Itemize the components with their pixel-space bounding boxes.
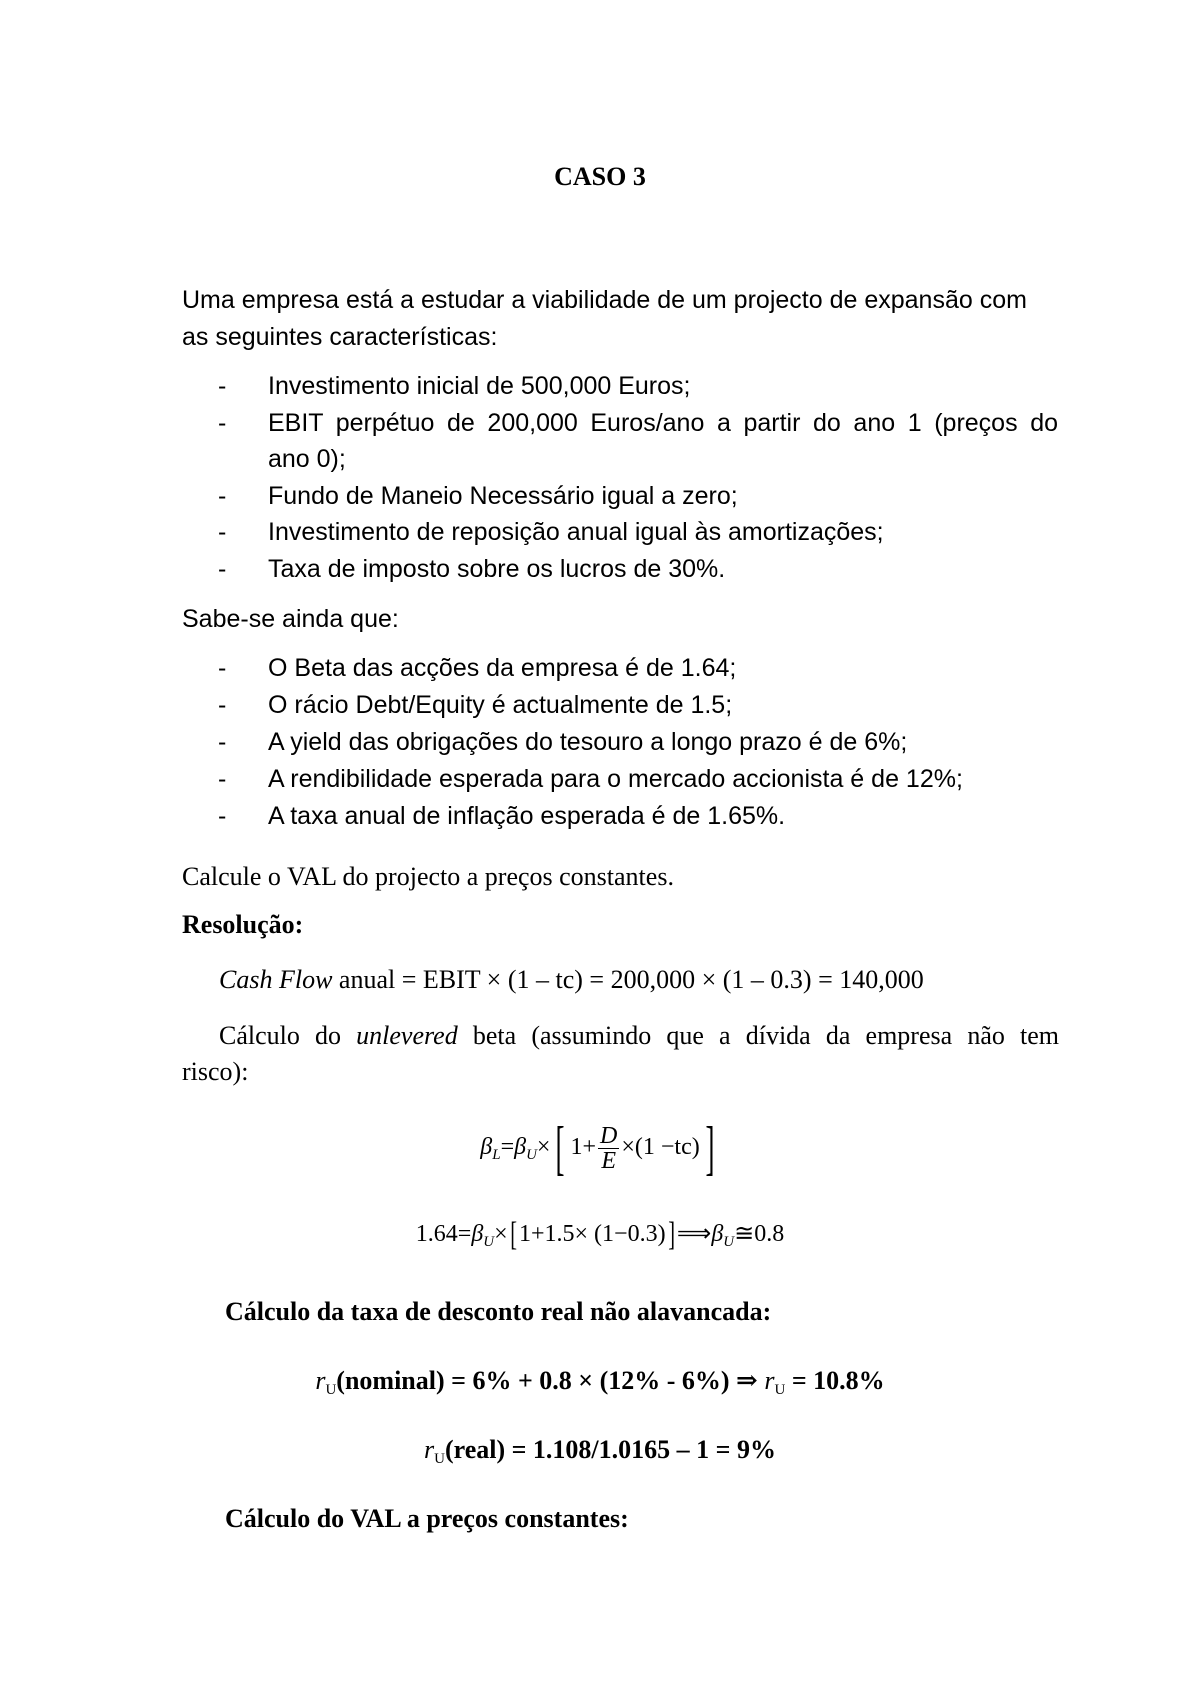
list-item: [218, 555, 1058, 595]
cashflow-equation: [219, 965, 924, 995]
beta-symbol: β: [471, 1221, 484, 1247]
formula-unlevered-beta: [0, 1212, 1200, 1256]
list-item: [218, 765, 1058, 805]
list-item-text: A yield das obrigações do tesouro a longo prazo é de 6%;: [268, 728, 908, 756]
unlevered-suffix: beta (assumindo que a dívida da empresa não tem: [457, 1021, 1059, 1050]
fraction-numerator: D: [600, 1122, 618, 1149]
intro-line-1: Uma empresa está a estudar a viabilidade de um projecto de expansão com: [182, 286, 1027, 314]
sub-u: U: [774, 1382, 786, 1398]
list-item: [218, 518, 1058, 558]
sub-u: U: [483, 1234, 495, 1250]
list-item-text: A rendibilidade esperada para o mercado accionista é de 12%;: [268, 765, 963, 793]
formula-levered-beta: [0, 1112, 1200, 1182]
intro-line-2: as seguintes características:: [182, 323, 498, 351]
bullet-dash: -: [218, 654, 227, 682]
sub-u: U: [434, 1451, 445, 1467]
formula-r-nominal: [0, 1366, 1200, 1399]
list-item-text: O rácio Debt/Equity é actualmente de 1.5;: [268, 691, 733, 719]
equals-sign: =: [500, 1134, 515, 1160]
list-item-text: A taxa anual de inflação esperada é de 1.65%.: [268, 802, 786, 830]
list-item-text: O Beta das acções da empresa é de 1.64;: [268, 654, 737, 682]
bullet-dash: -: [218, 728, 227, 756]
page-title: CASO 3: [554, 162, 646, 191]
unlevered-prefix: Cálculo do: [219, 1021, 357, 1050]
times-sign: ×: [536, 1134, 551, 1160]
bullet-dash: -: [218, 409, 227, 437]
cashflow-expression: anual = EBIT × (1 – tc) = 200,000 × (1 – 0.3) = 140,000: [332, 965, 924, 994]
list-item: [218, 728, 1058, 768]
resolution-heading: Resolução:: [182, 910, 304, 939]
list-item: [218, 654, 1058, 694]
sub-l: L: [492, 1147, 501, 1163]
bullet-dash: -: [218, 691, 227, 719]
beta-symbol: β: [711, 1221, 724, 1247]
list-item-continuation: ano 0);: [268, 445, 346, 473]
bullet-dash: -: [218, 555, 227, 583]
list-item-text: EBIT perpétuo de 200,000 Euros/ano a partir do ano 1 (preços do: [268, 409, 1058, 437]
bullet-dash: -: [218, 765, 227, 793]
list-item-text: Taxa de imposto sobre os lucros de 30%.: [268, 555, 726, 583]
bullet-dash: -: [218, 372, 227, 400]
list-item-text: Fundo de Maneio Necessário igual a zero;: [268, 482, 738, 510]
list-item: [218, 409, 1058, 449]
formula-result: ≅0.8: [734, 1221, 785, 1247]
val-heading: Cálculo do VAL a preços constantes:: [225, 1504, 629, 1533]
right-bracket: ]: [667, 1216, 675, 1254]
implies-arrow: ⟹: [676, 1221, 712, 1247]
beta-symbol: β: [514, 1134, 527, 1160]
formula-r-real: [0, 1435, 1200, 1468]
r-symbol: r: [764, 1366, 775, 1395]
sub-u: U: [723, 1234, 735, 1250]
question: Calcule o VAL do projecto a preços constantes.: [182, 862, 674, 891]
list-item: [218, 802, 1058, 842]
fraction-denominator: E: [601, 1147, 616, 1174]
list-item: [218, 691, 1058, 731]
bullet-dash: -: [218, 482, 227, 510]
r-symbol: r: [315, 1366, 326, 1395]
unlevered-term: unlevered: [356, 1021, 458, 1050]
list-item: [218, 482, 1058, 522]
beta-symbol: β: [480, 1134, 493, 1160]
times-sign: ×: [494, 1221, 508, 1247]
bullet-dash: -: [218, 518, 227, 546]
right-bracket: ]: [705, 1115, 715, 1182]
list-item-text: Investimento de reposição anual igual às amortizações;: [268, 518, 884, 546]
left-bracket: [: [509, 1216, 517, 1254]
formula-inner: 1+1.5× (1−0.3): [518, 1221, 666, 1247]
fraction-d-over-e: [598, 1124, 619, 1173]
times-sign: ×: [621, 1134, 635, 1160]
r-nominal-expression: (nominal) = 6% + 0.8 × (12% - 6%) ⇒: [336, 1366, 765, 1395]
sub-u: U: [325, 1382, 337, 1398]
unlevered-line-1: [219, 1021, 1059, 1051]
list-item-text: Investimento inicial de 500,000 Euros;: [268, 372, 691, 400]
bullet-dash: -: [218, 802, 227, 830]
cashflow-label: Cash Flow: [219, 965, 333, 994]
r-symbol: r: [424, 1435, 435, 1464]
list-item: [218, 372, 1058, 412]
one-plus: 1+: [570, 1134, 596, 1160]
left-bracket: [: [555, 1115, 565, 1182]
tax-term: (1 −tc): [634, 1134, 700, 1160]
r-nominal-result: = 10.8%: [785, 1366, 885, 1395]
known-intro: Sabe-se ainda que:: [182, 605, 399, 633]
formula-lhs: 1.64=: [415, 1221, 472, 1247]
unlevered-line-2: risco):: [182, 1057, 249, 1086]
discount-heading: Cálculo da taxa de desconto real não alavancada:: [225, 1297, 772, 1326]
sub-u: U: [526, 1147, 537, 1163]
r-real-expression: (real) = 1.108/1.0165 – 1 = 9%: [444, 1435, 776, 1464]
